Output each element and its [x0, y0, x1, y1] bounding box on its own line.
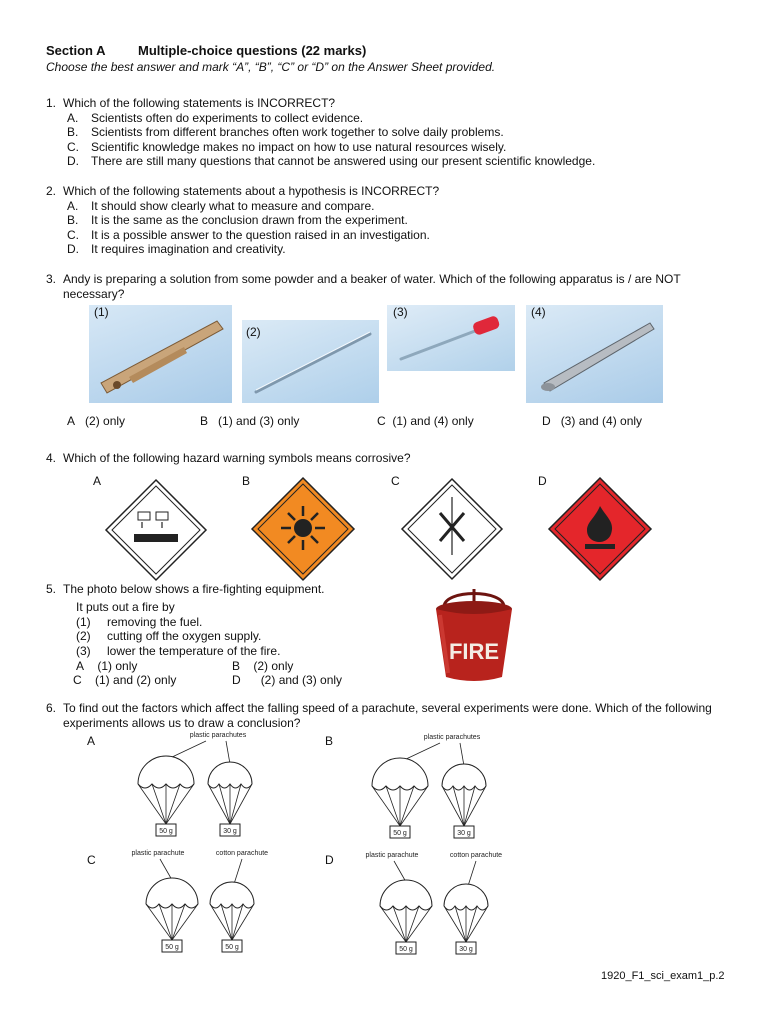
parachute-caption: cotton parachute: [215, 850, 269, 857]
answer-choice: D (3) and (4) only: [542, 414, 643, 428]
choice-letter: B: [325, 734, 334, 748]
answer-choice: C (1) and (2) only: [73, 673, 177, 687]
list-item: (2) cutting off the oxygen supply.: [76, 629, 262, 643]
option: C. It is a possible answer to the question raised in an investigation.: [67, 227, 430, 242]
question-6: 6. To find out the factors which affect the falling speed of a parachute, several experiments were done. Which of the following experiments allows us to draw a conclusion?: [46, 701, 726, 730]
parachute-diagram-c: [130, 846, 280, 958]
parachute-left: [138, 756, 194, 836]
question-2: 2. Which of the following statements about a hypothesis is INCORRECT? A. It should show clearly what to measure and compare. B. It is the same as the conclusion drawn from the experiment. C. It is a possible answer to the question raised in an investigation. D. It requires imagination and creativity.: [46, 184, 746, 257]
weight-label: 50 g: [165, 944, 179, 951]
flammable-symbol-icon: [547, 476, 653, 582]
question-text: To find out the factors which affect the falling speed of a parachute, several experiments were done. Which of the following experiments allows us to draw a conclusion?: [63, 701, 712, 730]
choice-letter: D: [325, 853, 334, 867]
picture-label: (4): [531, 305, 546, 319]
explosive-symbol-icon: [250, 476, 356, 582]
weight-label: 50 g: [393, 830, 407, 837]
parachute-caption: plastic parachutes: [189, 732, 247, 739]
parachute-left: [146, 878, 198, 952]
parachute-right: [444, 884, 488, 954]
list-item: (3) lower the temperature of the fire.: [76, 644, 281, 658]
answer-choice: B (2) only: [232, 659, 294, 673]
picture-label: (1): [94, 305, 109, 319]
option: D. It requires imagination and creativity.: [67, 242, 286, 257]
parachute-left: [380, 880, 432, 954]
question-text: Which of the following statements about a hypothesis is INCORRECT?: [63, 184, 440, 198]
question-text: The photo below shows a fire-fighting equipment.: [63, 582, 325, 596]
weight-label: 30 g: [459, 946, 473, 953]
instruction: Choose the best answer and mark “A”, “B”, “C” or “D” on the Answer Sheet provided.: [46, 60, 496, 74]
spatula-icon: [526, 305, 663, 403]
choice-letter: A: [93, 474, 102, 488]
fire-bucket-photo: [426, 585, 522, 687]
answer-choice: B (1) and (3) only: [200, 414, 300, 428]
parachute-caption: plastic parachutes: [423, 734, 481, 741]
question-text: Which of the following hazard warning symbols means corrosive?: [63, 451, 411, 465]
question-text: Andy is preparing a solution from some powder and a beaker of water. Which of the following apparatus is / are NOT necessary?: [63, 272, 681, 301]
apparatus-2-photo: [242, 320, 379, 403]
parachute-left: [372, 758, 428, 838]
option: A. Scientists often do experiments to collect evidence.: [67, 110, 364, 125]
page-footer: 1920_F1_sci_exam1_p.2: [601, 970, 725, 982]
section-header: [46, 43, 367, 59]
picture-label: (2): [246, 325, 261, 339]
question-5: 5. The photo below shows a fire-fighting equipment.: [46, 582, 325, 596]
list-item: (1) removing the fuel.: [76, 615, 203, 629]
parachute-caption: cotton parachute: [449, 852, 503, 859]
weight-label: 30 g: [457, 830, 471, 837]
choice-letter: C: [87, 853, 96, 867]
choice-letter: D: [538, 474, 547, 488]
corrosive-symbol-icon: [104, 478, 208, 582]
choice-letter: B: [242, 474, 251, 488]
parachute-right: [442, 764, 486, 838]
parachute-diagram-b: [364, 730, 494, 842]
weight-label: 50 g: [159, 828, 173, 835]
weight-label: 50 g: [225, 944, 239, 951]
answer-choice: A (2) only: [67, 414, 126, 428]
picture-label: (3): [393, 305, 408, 319]
choice-letter: C: [391, 474, 400, 488]
parachute-caption: plastic parachute: [365, 852, 419, 859]
question-4: 4. Which of the following hazard warning symbols means corrosive?: [46, 451, 411, 465]
bucket-label: FIRE: [448, 639, 500, 664]
option: D. There are still many questions that cannot be answered using our present scientific knowledge.: [67, 154, 596, 169]
harmful-symbol-icon: [400, 477, 504, 581]
apparatus-1-photo: [89, 305, 232, 403]
question-text: Which of the following statements is INCORRECT?: [63, 96, 336, 110]
parachute-caption: plastic parachute: [131, 850, 185, 857]
option: C. Scientific knowledge makes no impact on how to use natural resources wisely.: [67, 139, 507, 154]
option: A. It should show clearly what to measure and compare.: [67, 198, 375, 213]
glass-rod-icon: [242, 320, 379, 403]
apparatus-4-photo: [526, 305, 663, 403]
question-1: 1. Which of the following statements is INCORRECT? A. Scientists often do experiments to collect evidence. B. Scientists from different branches often work together to solve daily problems. C. Scientific knowledge makes no impact on how to use natural resources wisely. D. There are still many questions that cannot be answered using our present scientific knowledge.: [46, 96, 746, 169]
weight-label: 50 g: [399, 946, 413, 953]
answer-choice: D (2) and (3) only: [232, 673, 343, 687]
weight-label: 30 g: [223, 828, 237, 835]
answer-choice: C (1) and (4) only: [377, 414, 474, 428]
choice-letter: A: [87, 734, 96, 748]
answer-choice: A (1) only: [76, 659, 138, 673]
section-title: Multiple-choice questions (22 marks): [138, 43, 367, 58]
parachute-right: [210, 882, 254, 952]
option: B. Scientists from different branches often work together to solve daily problems.: [67, 125, 504, 140]
section-label: Section A: [46, 43, 106, 58]
wooden-test-tube-holder-icon: [89, 305, 232, 403]
option: B. It is the same as the conclusion drawn from the experiment.: [67, 213, 408, 228]
parachute-diagram-d: [364, 848, 514, 960]
parachute-right: [208, 762, 252, 836]
question-stem: It puts out a fire by: [76, 600, 175, 614]
parachute-diagram-a: [130, 728, 260, 840]
question-3: 3. Andy is preparing a solution from some powder and a beaker of water. Which of the following apparatus is / are NOT necessary?: [46, 272, 726, 301]
